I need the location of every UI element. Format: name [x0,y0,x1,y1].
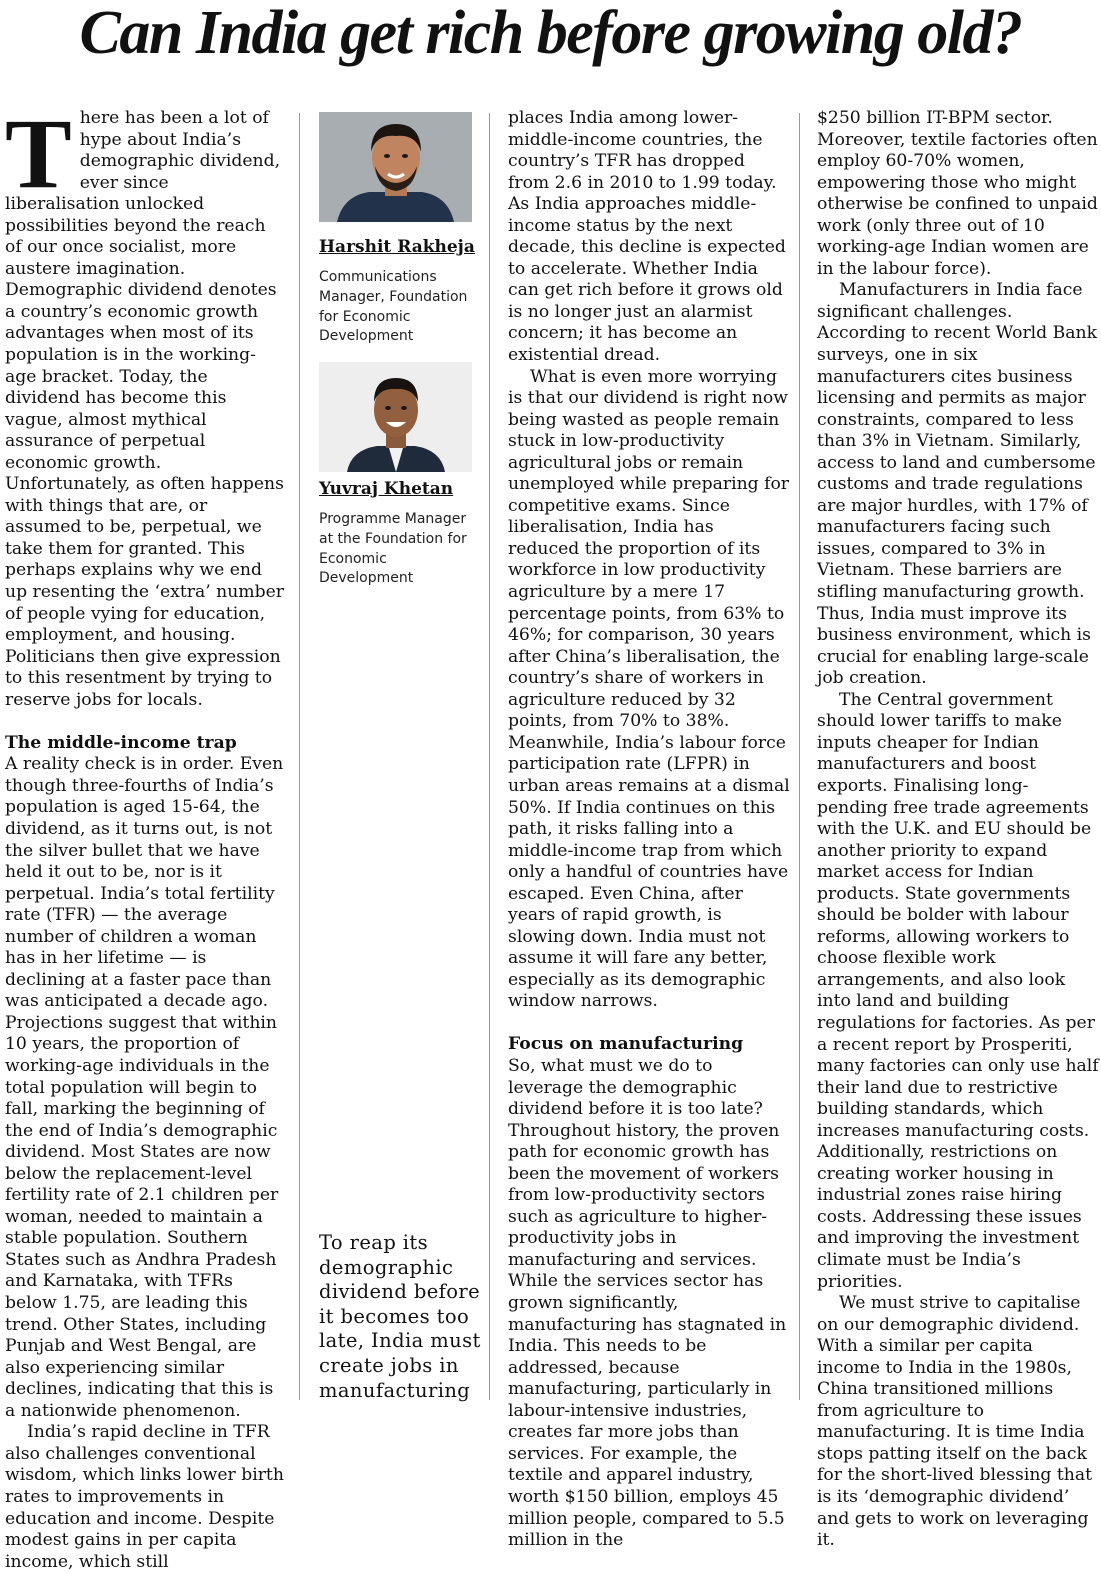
author-name: Harshit Rakheja [319,237,475,257]
article-paragraph: A reality check is in order. Even though three-fourths of India’s population is aged 15-64, the dividend, as it turns out, is not the silver bullet that we have held it out to be, nor is it perpetual. India’s total fertility rate (TFR) — the average number of children a woman has in her lifetime — is declining at a faster pace than was anticipated a decade ago. Projections suggest that within 10 years, the proportion of working-age individuals in the total population will begin to fall, marking the beginning of the end of India’s demographic dividend. Most States are now below the replacement-level fertility rate of 2.1 children per woman, needed to maintain a stable population. Southern States such as Andhra Pradesh and Karnataka, with TFRs below 1.75, are leading this trend. Other States, including Punjab and West Bengal, are also experiencing similar declines, indicating that this is a nationwide phenomenon. [5,754,284,1421]
author-photo-harshit [319,112,472,222]
article-paragraph: What is even more worrying is that our dividend is right now being wasted as people remain stuck in low-productivity agricultural jobs or remain unemployed while preparing for competitive exams. Since liberalisation, India has reduced the proportion of its workforce in low productivity agriculture by a mere 17 percentage points, from 63% to 46%; for comparison, 30 years after China’s liberalisation, the country’s share of workers in agriculture reduced by 32 points, from 70% to 38%. Meanwhile, India’s labour force participation rate (LFPR) in urban areas remains at a dismal 50%. If India continues on this path, it risks falling into a middle-income trap from which only a handful of countries have escaped. Even China, after years of rapid growth, is slowing down. India must not assume it will fare any better, especially as its demographic window narrows. [508,366,790,1012]
author-photo-yuvraj [319,362,472,472]
article-paragraph: So, what must we do to leverage the demographic dividend before it is too late? Throughout history, the proven path for economic growth has been the movement of workers from low-productivity sectors such as agriculture to higher-productivity jobs in manufacturing and services. While the services sector has grown significantly, manufacturing has stagnated in India. This needs to be addressed, because manufacturing, particularly in labour-intensive industries, creates far more jobs than services. For example, the textile and apparel industry, worth $150 billion, employs 45 million people, compared to 5.5 million in the [508,1056,787,1551]
drop-cap: T [5,98,72,209]
article-paragraph: places India among lower-middle-income countries, the country’s TFR has dropped from 2.6 in 2010 to 1.99 today. As India approaches middle-income status by the next decade, this decline is expected to accelerate. Whether India can get rich before it grows old is no longer just an alarmist concern; it has become an existential dread. [508,108,786,366]
subheading: Focus on manufacturing [508,1034,744,1055]
article-paragraph: There has been a lot of hype about India’s demographic dividend, ever since liberalisation unlocked possibilities beyond the reach of our once socialist, more austere imagination. Demographic dividend denotes a country’s economic growth advantages when most of its population is in the working-age bracket. Today, the dividend has become this vague, almost mythical assurance of perpetual economic growth. Unfortunately, as often happens with things that are, or assumed to be, perpetual, we take them for granted. This perhaps explains why we end up resenting the ‘extra’ number of people vying for education, employment, and housing. Politicians then give expression to this resentment by trying to reserve jobs for locals. [5,98,284,710]
article-paragraph: The Central government should lower tariffs to make inputs cheaper for Indian manufacturers and boost exports. Finalising long-pending free trade agreements with the U.K. and EU should be another priority to expand market access for Indian products. State governments should be bolder with labour reforms, allowing workers to choose flexible work arrangements, and also look into land and building regulations for factories. As per a recent report by Prosperiti, many factories can only use half their land due to restrictive building standards, which increases manufacturing costs. Additionally, restrictions on creating worker housing in industrial zones raise hiring costs. Addressing these issues and improving the investment climate must be India’s priorities. [817,689,1099,1292]
article-paragraph: We must strive to capitalise on our demographic dividend. With a similar per capita income to India in the 1980s, China transitioned millions from agriculture to manufacturing. It is time India stops patting itself on the back for the short-lived blessing that is its ‘demographic dividend’ and gets to work on leveraging it. [817,1293,1092,1551]
author-name: Yuvraj Khetan [319,479,454,499]
headline: Can India get rich before growing old? [79,0,1022,67]
author-role: Programme Manager at the Foundation for Economic Development [319,511,467,587]
column-divider [799,113,800,1400]
column-divider [489,113,490,1400]
article-column-3 [508,108,790,1552]
article-paragraph: India’s rapid decline in TFR also challenges conventional wisdom, which links lower birth rates to improvements in education and income. Despite modest gains in per capita income, which still [5,1422,284,1572]
author-role: Communications Manager, Foundation for Economic Development [319,269,468,345]
column-divider [299,113,300,1400]
pull-quote: To reap its demographic dividend before it becomes too late, India must create jobs in manufacturing [319,1231,481,1402]
article-column-4 [817,108,1099,1552]
article-column-1 [5,98,287,1573]
subheading: The middle-income trap [5,732,237,753]
article-paragraph: Manufacturers in India face significant challenges. According to recent World Bank surveys, one in six manufacturers cites business licensing and permits as major constraints, compared to less than 3% in Vietnam. Similarly, access to land and cumbersome customs and trade regulations are major hurdles, with 17% of manufacturers facing such issues, compared to 3% in Vietnam. These barriers are stifling manufacturing growth. Thus, India must improve its business environment, which is crucial for enabling large-scale job creation. [817,280,1097,689]
article-paragraph: $250 billion IT-BPM sector. Moreover, textile factories often employ 60-70% women, empowering those who might otherwise be confined to unpaid work (only three out of 10 working-age Indian women are in the labour force). [817,108,1098,279]
